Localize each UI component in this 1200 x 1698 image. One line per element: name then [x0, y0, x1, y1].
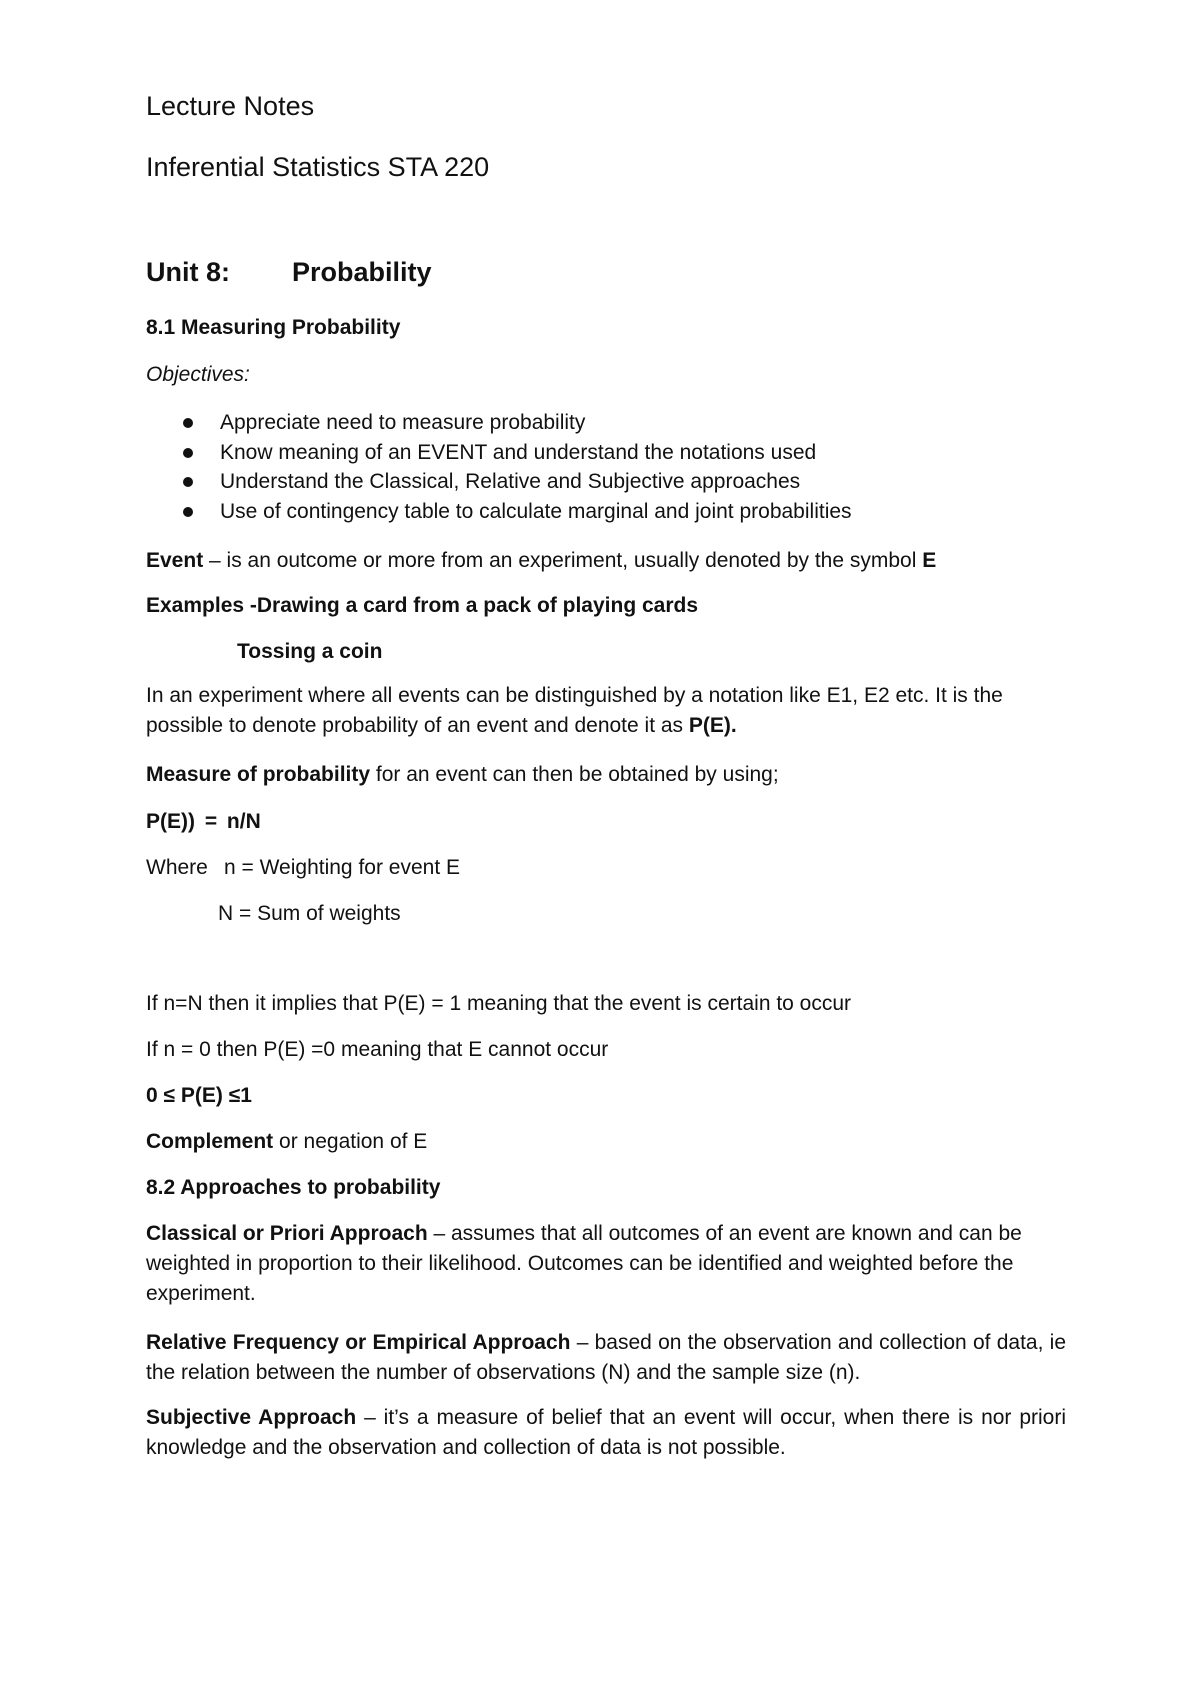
examples-line: [146, 593, 698, 619]
unit-label: Unit 8:: [146, 257, 230, 287]
classical-term: Classical or Priori Approach: [146, 1222, 428, 1245]
bullet-icon: [183, 418, 193, 428]
notation-paragraph: [146, 681, 1066, 741]
objective-item: Use of contingency table to calculate marginal and joint probabilities: [220, 500, 852, 523]
event-def-text: – is an outcome or more from an experiment, usually denoted by the symbol: [203, 549, 923, 572]
event-term: Event: [146, 549, 204, 572]
objective-item: Understand the Classical, Relative and Subjective approaches: [220, 470, 801, 493]
examples-label: Examples -: [146, 594, 257, 617]
lecture-notes-title: Lecture Notes: [146, 91, 315, 121]
relative-paragraph: [146, 1328, 1066, 1388]
bullet-icon: [183, 477, 193, 487]
where-n: n = Weighting for event E: [224, 856, 461, 879]
if-n-equals-zero: If n = 0 then P(E) =0 meaning that E cannot occur: [146, 1038, 609, 1061]
section-8-2-heading: 8.2 Approaches to probability: [146, 1176, 441, 1199]
where-big-n: N = Sum of weights: [218, 902, 401, 925]
bullet-icon: [183, 507, 193, 517]
relative-text: – based on the observation and collection of data, ie the relation between the number of observations (N) and the sample size (n).: [146, 1331, 1066, 1384]
subjective-text: – it’s a measure of belief that an event will occur, when there is nor priori knowledge and the observation and collection of data is not possible.: [146, 1406, 1067, 1459]
section-8-1-heading: 8.1 Measuring Probability: [146, 316, 401, 339]
example-2: Tossing a coin: [237, 640, 383, 663]
subjective-paragraph: [146, 1403, 1066, 1463]
probability-formula: P(E)) = n/N: [146, 810, 261, 833]
if-n-equals-N: If n=N then it implies that P(E) = 1 meaning that the event is certain to occur: [146, 992, 852, 1015]
classical-text: – assumes that all outcomes of an event are known and can be weighted in proportion to their likelihood. Outcomes can be identified and weighted before the experiment.: [146, 1222, 1022, 1305]
complement-line: [146, 1129, 427, 1155]
complement-term: Complement: [146, 1130, 274, 1153]
bullet-icon: [183, 448, 193, 458]
classical-paragraph: [146, 1219, 1066, 1309]
event-symbol: E: [922, 549, 937, 572]
measure-term: Measure of probability: [146, 763, 371, 786]
complement-text: or negation of E: [273, 1130, 428, 1153]
relative-term: Relative Frequency or Empirical Approach: [146, 1331, 571, 1354]
objective-item: Appreciate need to measure probability: [220, 411, 586, 434]
notation-text: In an experiment where all events can be distinguished by a notation like E1, E2 etc. It is the possible to denote probability of an event and denote it as: [146, 684, 1003, 737]
measure-line: [146, 762, 779, 788]
subjective-term: Subjective Approach: [146, 1406, 357, 1429]
measure-text: for an event can then be obtained by using;: [370, 763, 779, 786]
objectives-label: Objectives:: [146, 363, 250, 386]
notation-pe: P(E).: [688, 714, 737, 737]
where-label: Where: [146, 856, 208, 879]
example-1: Drawing a card from a pack of playing cards: [256, 594, 699, 617]
probability-range: 0 ≤ P(E) ≤1: [146, 1084, 252, 1107]
unit-title: Probability: [292, 257, 432, 287]
objective-item: Know meaning of an EVENT and understand the notations used: [220, 441, 817, 464]
event-definition: [146, 548, 936, 574]
course-title: Inferential Statistics STA 220: [146, 152, 490, 182]
